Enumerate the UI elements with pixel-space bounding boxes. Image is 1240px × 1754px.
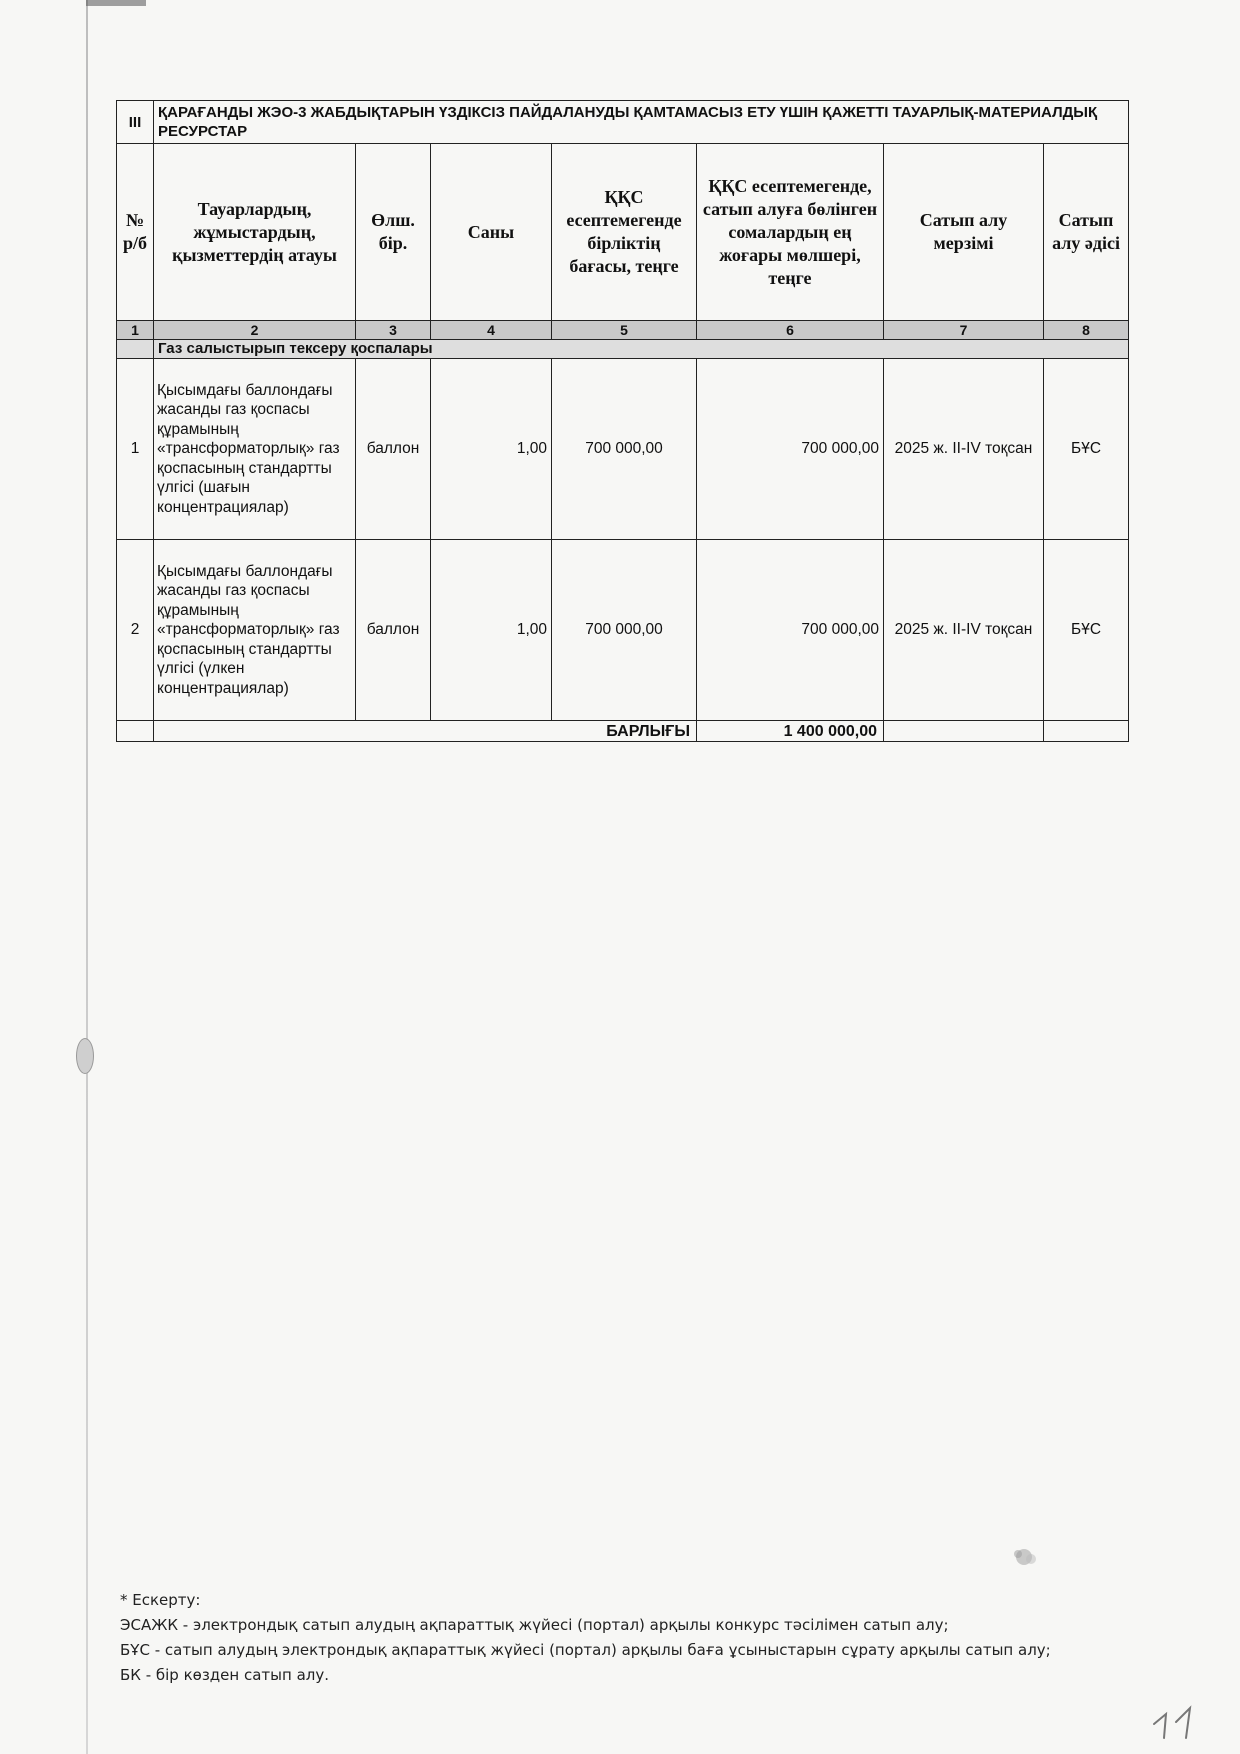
column-number: 7 [884,321,1044,340]
row-number: 2 [117,540,154,721]
footnote-line: БҰС - сатып алудың электрондық ақпараттық жүйесі (портал) арқылы баға ұсыныстарын сұрату арқылы сатып алу; [120,1641,1051,1659]
scan-shadow [86,0,146,6]
footnote [120,1588,1120,1688]
group-spacer [117,340,154,359]
column-number: 3 [356,321,431,340]
punch-hole [76,1038,94,1074]
item-qty: 1,00 [431,540,552,721]
header-qty: Саны [431,144,552,321]
footnote-line: БК - бір көзден сатып алу. [120,1666,330,1684]
column-number: 4 [431,321,552,340]
column-number: 6 [697,321,884,340]
item-price: 700 000,00 [552,359,697,540]
total-value: 1 400 000,00 [697,721,884,742]
ink-smudge [1004,1544,1044,1570]
column-number: 8 [1044,321,1129,340]
item-amount: 700 000,00 [697,359,884,540]
header-unit: Өлш. бір. [356,144,431,321]
column-number: 2 [154,321,356,340]
item-method: БҰС [1044,540,1129,721]
section-title: ҚАРАҒАНДЫ ЖЭО-3 ЖАБДЫҚТАРЫН ҮЗДІКСІЗ ПАЙДАЛАНУДЫ ҚАМТАМАСЫЗ ЕТУ ҮШІН ҚАЖЕТТІ ТАУАРЛЫҚ-МАТЕРИАЛДЫҚ РЕСУРСТАР [154,101,1129,144]
group-title: Газ салыстырып тексеру қоспалары [154,340,1129,359]
header-amount: ҚҚС есептемегенде, сатып алуға бөлінген сомалардың ең жоғары мөлшері, теңге [697,144,884,321]
header-index: № р/б [117,144,154,321]
item-period: 2025 ж. II-IV тоқсан [884,540,1044,721]
section-row [117,101,1129,144]
item-unit: баллон [356,359,431,540]
total-spacer [117,721,154,742]
header-name: Тауарлардың, жұмыстардың, қызметтердің атауы [154,144,356,321]
total-row [117,721,1129,742]
total-label: БАРЛЫҒЫ [154,721,697,742]
column-number-row [117,321,1129,340]
header-price: ҚҚС есептемегенде бірліктің бағасы, теңге [552,144,697,321]
total-empty-method [1044,721,1129,742]
item-unit: баллон [356,540,431,721]
item-amount: 700 000,00 [697,540,884,721]
row-number: 1 [117,359,154,540]
header-period: Сатып алу мерзімі [884,144,1044,321]
procurement-table [116,100,1129,742]
section-number: III [117,101,154,144]
item-price: 700 000,00 [552,540,697,721]
footnote-heading: * Ескерту: [120,1591,201,1609]
table-row [117,540,1129,721]
header-method: Сатып алу әдісі [1044,144,1129,321]
item-name: Қысымдағы баллондағы жасанды газ қоспасы құрамының «трансформаторлық» газ қоспасының стандартты үлгісі (үлкен концентрациялар) [154,540,356,721]
table-row [117,359,1129,540]
item-period: 2025 ж. II-IV тоқсан [884,359,1044,540]
footnote-line: ЭСАЖК - электрондық сатып алудың ақпараттық жүйесі (портал) арқылы конкурс тәсілімен сатып алу; [120,1616,949,1634]
column-number: 1 [117,321,154,340]
item-qty: 1,00 [431,359,552,540]
item-method: БҰС [1044,359,1129,540]
page-edge [86,0,88,1754]
handwritten-page-number [1148,1698,1208,1742]
item-name: Қысымдағы баллондағы жасанды газ қоспасы құрамының «трансформаторлық» газ қоспасының стандартты үлгісі (шағын концентрациялар) [154,359,356,540]
group-row [117,340,1129,359]
column-number: 5 [552,321,697,340]
total-empty-period [884,721,1044,742]
header-row [117,144,1129,321]
